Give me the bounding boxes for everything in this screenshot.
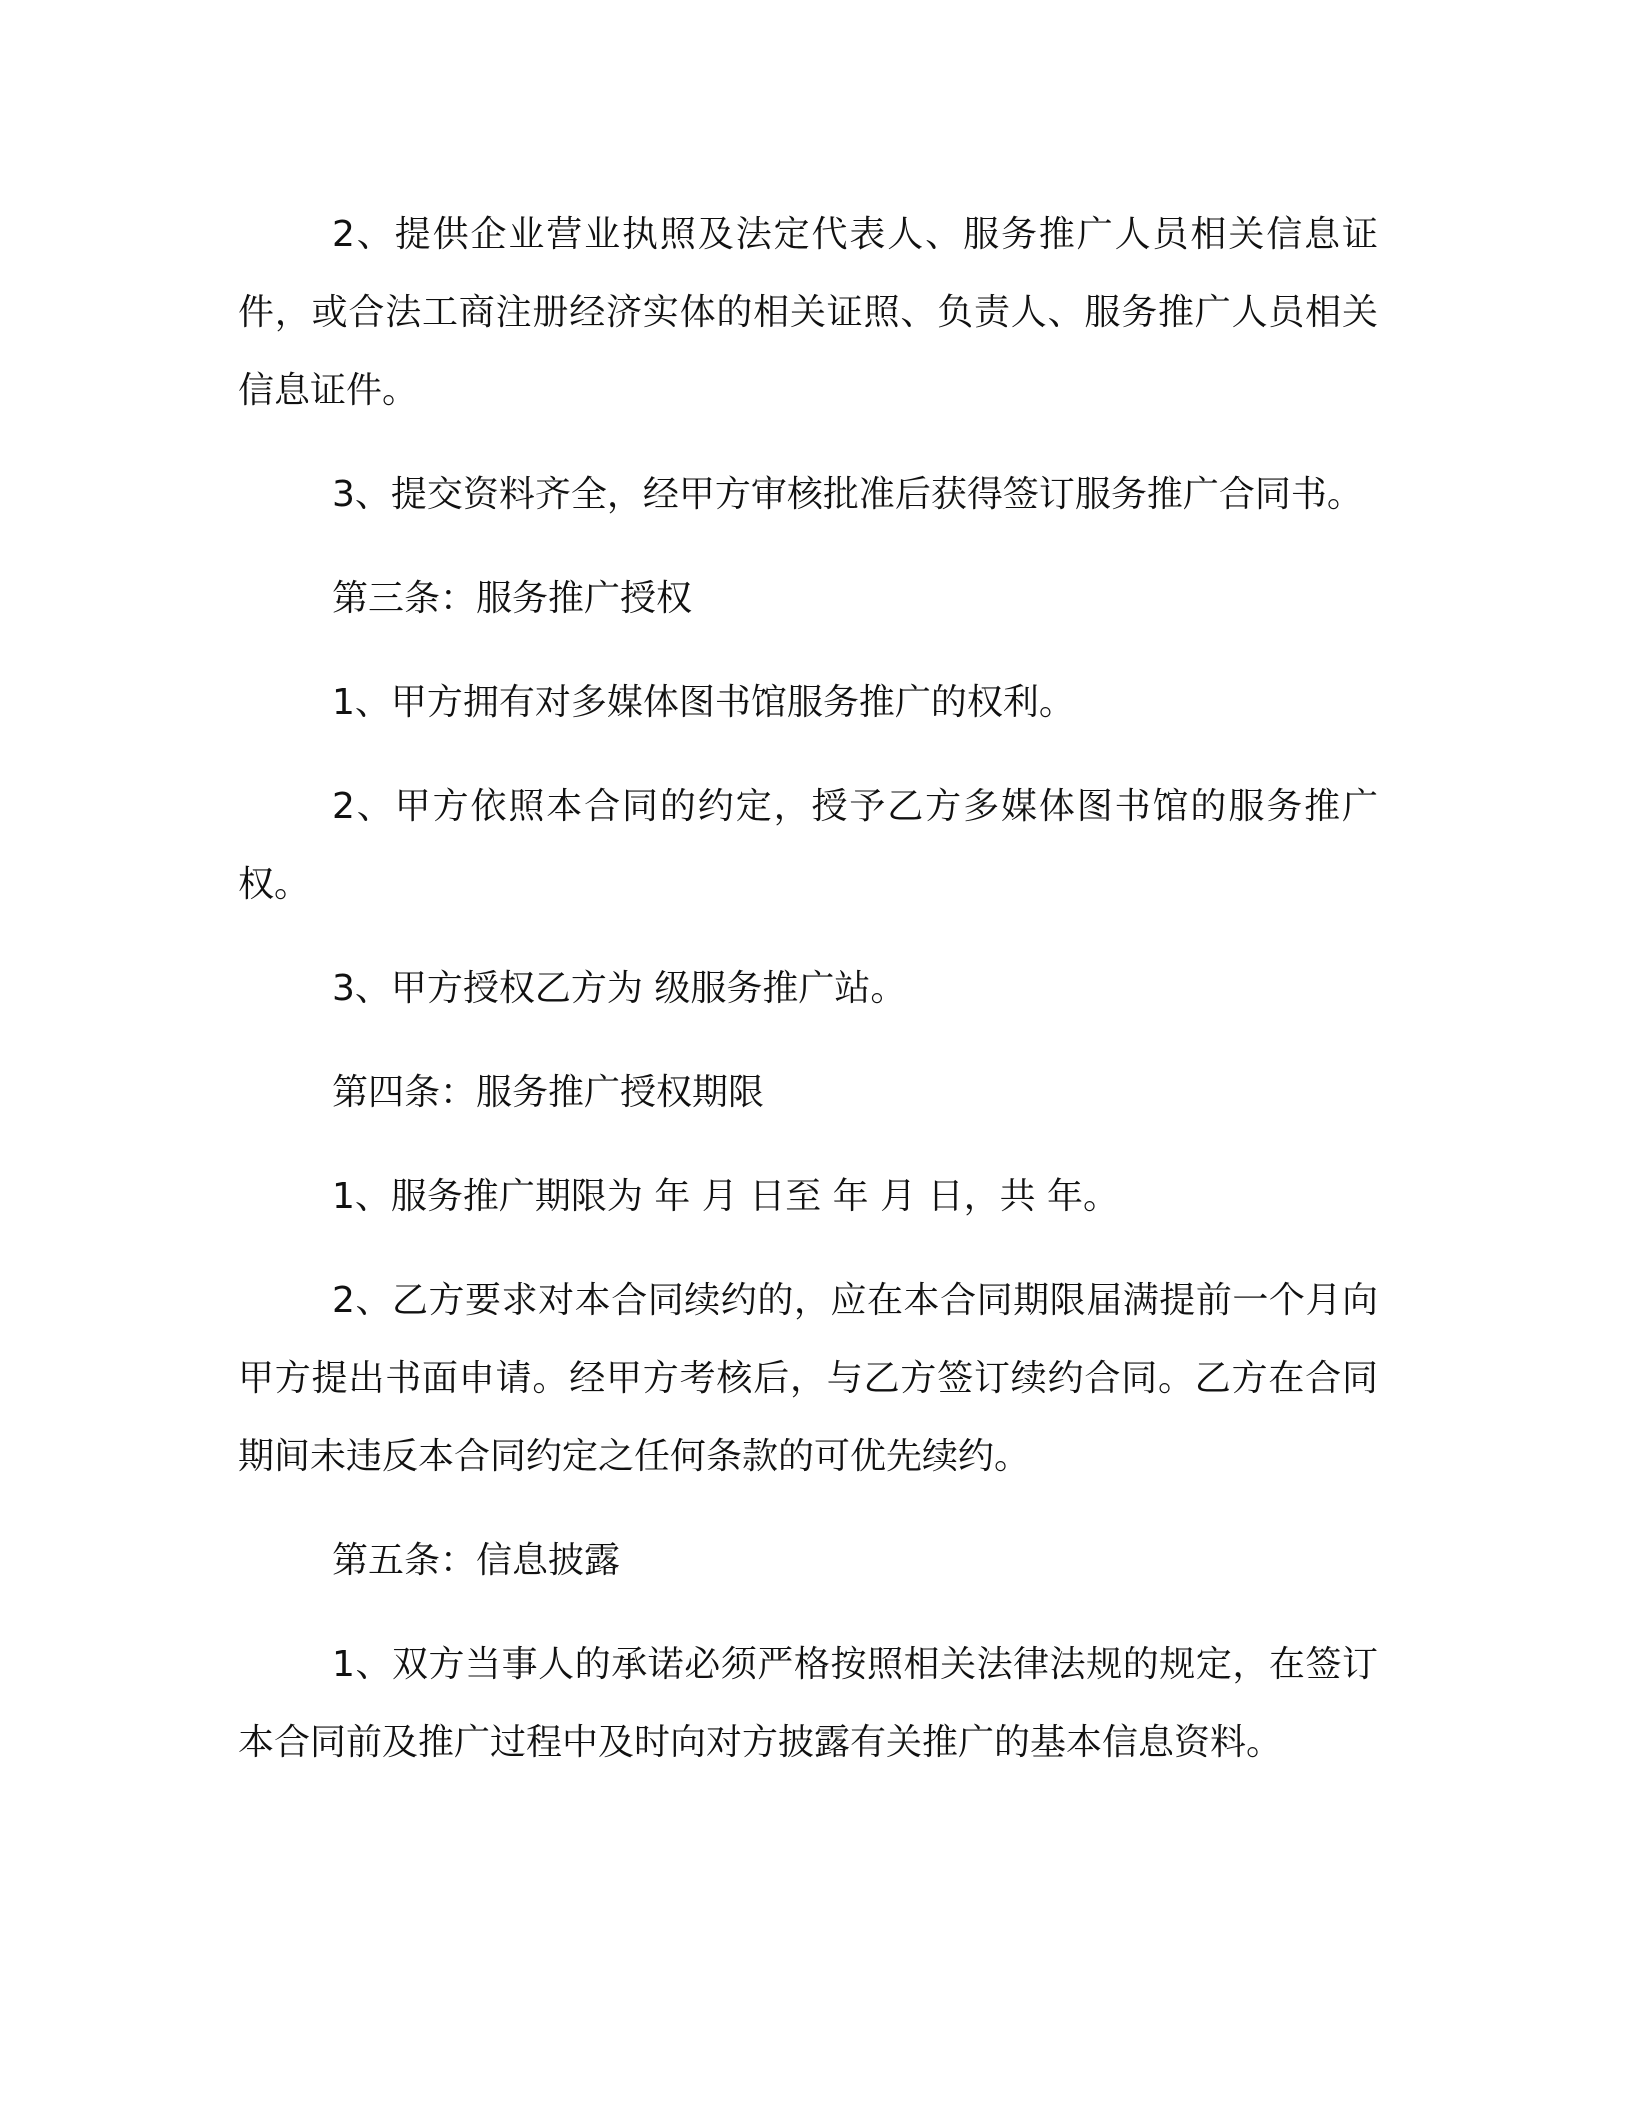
article-4-heading: 第四条：服务推广授权期限 [332, 1072, 765, 1113]
document-body [238, 196, 1378, 1782]
paragraph-item-3: 3、提交资料齐全，经甲方审核批准后获得签订服务推广合同书。 [332, 474, 1363, 515]
paragraph-article4-item-1: 1、服务推广期限为 年 月 日至 年 月 日，共 年。 [332, 1176, 1120, 1217]
article-3-heading: 第三条：服务推广授权 [332, 578, 693, 619]
paragraph-article5-item-1: 1、双方当事人的承诺必须严格按照相关法律法规的规定，在签订本合同前及推广过程中及时向对方披露有关推广的基本信息资料。 [238, 1644, 1378, 1763]
paragraph-article3-item-1: 1、甲方拥有对多媒体图书馆服务推广的权利。 [332, 682, 1075, 723]
paragraph-article4-item-2: 2、乙方要求对本合同续约的，应在本合同期限届满提前一个月向甲方提出书面申请。经甲方考核后，与乙方签订续约合同。乙方在合同期间未违反本合同约定之任何条款的可优先续约。 [238, 1280, 1378, 1477]
paragraph-article3-item-2: 2、甲方依照本合同的约定，授予乙方多媒体图书馆的服务推广权。 [238, 786, 1378, 905]
paragraph-item-2: 2、提供企业营业执照及法定代表人、服务推广人员相关信息证件，或合法工商注册经济实体的相关证照、负责人、服务推广人员相关信息证件。 [238, 214, 1378, 411]
article-5-heading: 第五条：信息披露 [332, 1540, 621, 1581]
paragraph-article3-item-3: 3、甲方授权乙方为 级服务推广站。 [332, 968, 907, 1009]
